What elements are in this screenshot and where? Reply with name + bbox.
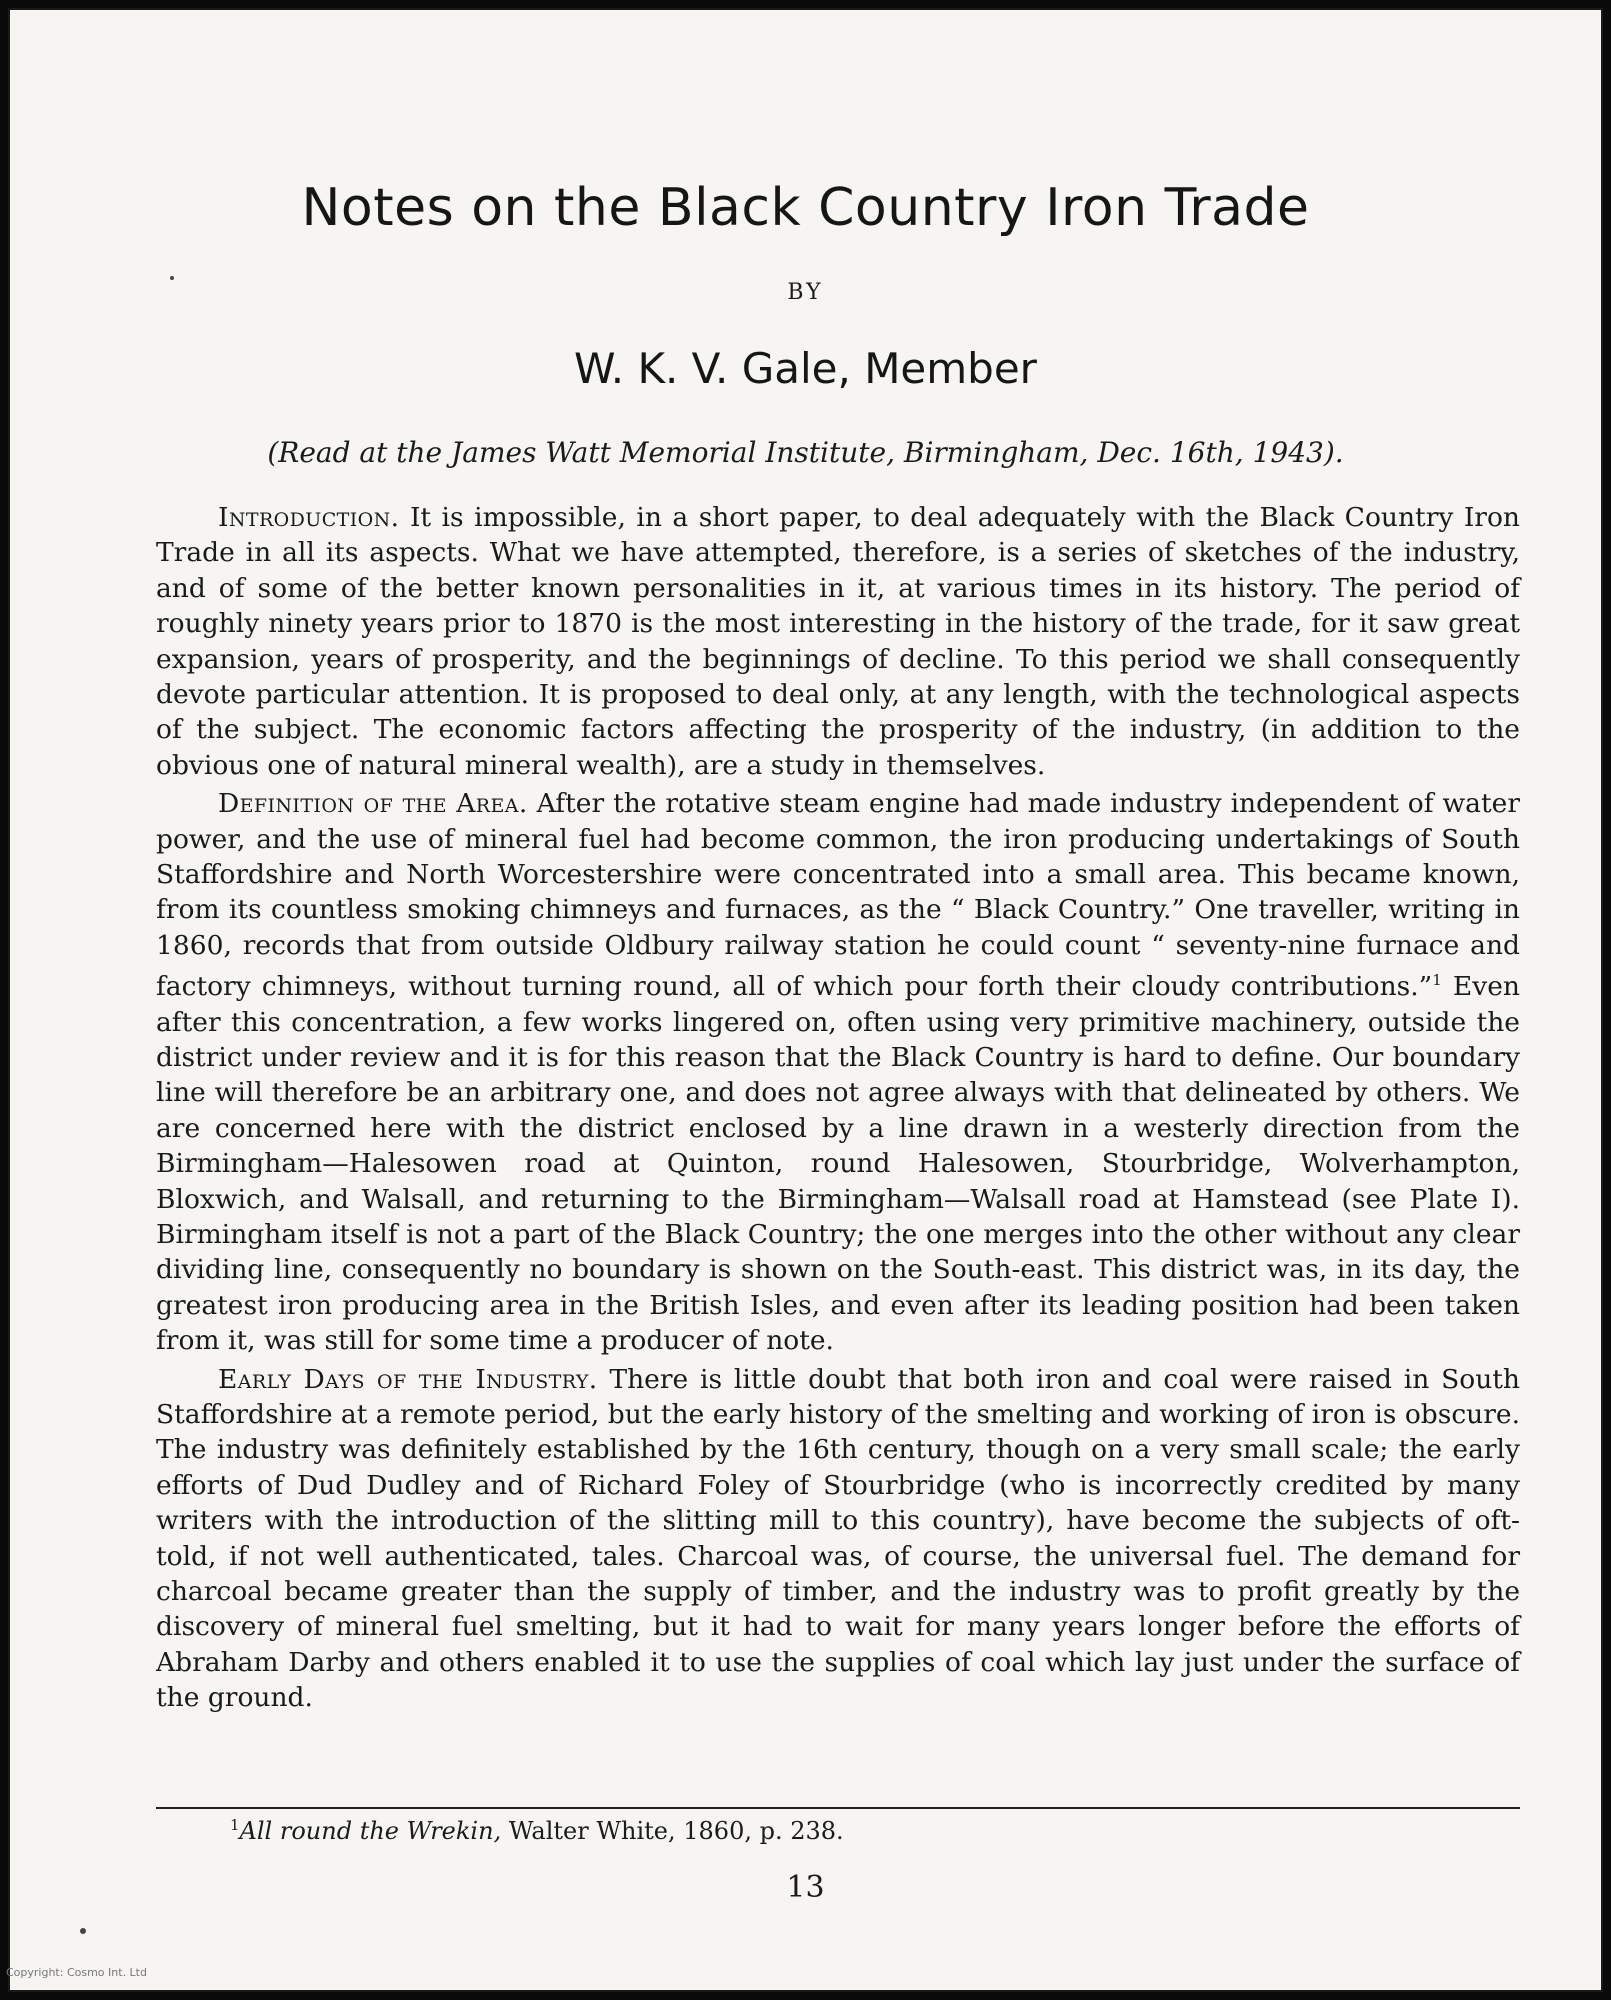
section-heading-early-days: Early Days of the Industry. — [218, 1363, 598, 1395]
page-number: 13 — [786, 1870, 825, 1905]
paragraph-introduction — [156, 500, 1520, 783]
footnote-reference: 1 — [1432, 971, 1442, 990]
footnote-number: 1 — [230, 1816, 240, 1834]
footnote-citation: Walter White, 1860, p. 238. — [501, 1817, 844, 1845]
article-body — [156, 500, 1520, 1719]
paragraph-text: Even after this concentration, a few works lingered on, often using very primitive machinery, outside the district under review and it is for this reason that the Black Country is hard to define. Our boundary line will therefore be an arbitrary one, and does not agree always with that delineated by others. We are concerned here with the district enclosed by a line drawn in a westerly direction from the Birmingham—Halesowen road at Quinton, round Halesowen, Stourbridge, Wolverhampton, Bloxwich, and Walsall, and returning to the Birmingham—Walsall road at Hamstead (see Plate I). Birmingham itself is not a part of the Black Country; the one merges into the other without any clear dividing line, consequently no boundary is shown on the South-east. This district was, in its day, the greatest iron producing area in the British Isles, and even after its leading position had been taken from it, was still for some time a producer of note. — [156, 971, 1520, 1357]
document-page — [8, 8, 1603, 1992]
paragraph-text: It is impossible, in a short paper, to deal adequately with the Black Country Iron Trade in all its aspects. What we have attempted, therefore, is a series of sketches of the industry, and of some of the better known personalities in it, at various times in its history. The period of roughly ninety years prior to 1870 is the most interesting in the history of the trade, for it saw great expansion, years of prosperity, and the beginnings of decline. To this period we shall consequently devote particular attention. It is proposed to deal only, at any length, with the technological aspects of the subject. The economic factors affecting the prosperity of the industry, (in addition to the obvious one of natural mineral wealth), are a study in themselves. — [156, 502, 1520, 781]
author-name: W. K. V. Gale, Member — [574, 344, 1037, 393]
paragraph-definition — [156, 786, 1520, 1358]
paper-speck — [80, 1928, 86, 1934]
footnote — [230, 1816, 844, 1845]
article-title: Notes on the Black Country Iron Trade — [301, 178, 1310, 238]
reading-note: (Read at the James Watt Memorial Institute, Birmingham, Dec. 16th, 1943). — [267, 436, 1344, 469]
paragraph-early-days — [156, 1362, 1520, 1716]
footnote-book-title: All round the Wrekin, — [239, 1817, 502, 1845]
paragraph-text: There is little doubt that both iron and coal were raised in South Staffordshire at a remote period, but the early history of the smelting and working of iron is obscure. The industry was definitely established by the 16th century, though on a very small scale; the early efforts of Dud Dudley and of Richard Foley of Stourbridge (who is incorrectly credited by many writers with the introduction of the slitting mill to this country), have become the subjects of oft-told, if not well authenticated, tales. Charcoal was, of course, the universal fuel. The demand for charcoal became greater than the supply of timber, and the industry was to profit greatly by the discovery of mineral fuel smelting, but it had to wait for many years longer before the efforts of Abraham Darby and others enabled it to use the supplies of coal which lay just under the surface of the ground. — [156, 1363, 1521, 1714]
section-heading-introduction: Introduction. — [218, 502, 400, 533]
byline-label: BY — [787, 280, 824, 305]
paper-speck — [170, 276, 174, 280]
section-heading-definition: Definition of the Area. — [218, 788, 528, 820]
paragraph-text: After the rotative steam engine had made industry independent of water power, and the use of mineral fuel had become common, the iron producing undertakings of South Staffordshire and North Worcestershire were concentrated into a small area. This became known, from its countless smoking chimneys and furnaces, as the “ Black Country.” One traveller, writing in 1860, records that from outside Oldbury railway station he could count “ seventy-nine furnace and factory chimneys, without turning round, all of which pour forth their cloudy contributions.” — [156, 788, 1520, 1003]
footnote-divider — [156, 1807, 1520, 1809]
copyright-watermark: Copyright: Cosmo Int. Ltd — [6, 1966, 147, 1979]
